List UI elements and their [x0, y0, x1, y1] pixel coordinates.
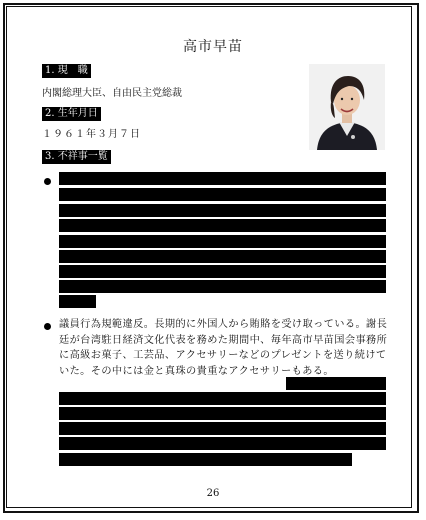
redaction-bar [59, 250, 386, 263]
bullet-dot-icon [44, 178, 51, 185]
section-heading-birthdate: 2. 生年月日 [42, 107, 101, 121]
page-number: 26 [206, 488, 220, 499]
redaction-bar [59, 392, 386, 405]
redaction-bar [59, 188, 386, 201]
entry-2-text: 議員行為規範違反。長期的に外国人から賄賂を受け取っている。謝長廷が台湾駐日経済文化代表を務めた期間中、毎年高市早苗国会事務所に高級お菓子、工芸品、アクセサリーなどのプレゼントを送り続けていた。その中には金と真珠の貴重なアクセサリーもある。 [59, 319, 388, 378]
redaction-bar [59, 453, 352, 466]
bullet-dot-icon [44, 323, 51, 330]
redaction-bar [59, 437, 386, 450]
birthdate-text: １９６１年３月７日 [42, 129, 141, 140]
redaction-bar [59, 295, 96, 308]
redaction-bar [59, 422, 386, 435]
redaction-bar [59, 407, 386, 420]
redaction-bar [59, 265, 386, 278]
section-heading-current-position: 1. 現 職 [42, 64, 91, 78]
portrait-illustration [309, 64, 385, 150]
redaction-bar [59, 235, 386, 248]
redaction-bar [59, 219, 386, 232]
redaction-bar [59, 204, 386, 217]
current-position-text: 内閣総理大臣、自由民主党総裁 [42, 88, 182, 99]
redaction-bar [59, 280, 386, 293]
redaction-bar [59, 172, 386, 185]
redaction-bar [286, 377, 386, 390]
page-title: 高市早苗 [183, 39, 243, 55]
section-heading-scandals: 3. 不祥事一覧 [42, 150, 111, 164]
portrait-photo [309, 64, 385, 150]
